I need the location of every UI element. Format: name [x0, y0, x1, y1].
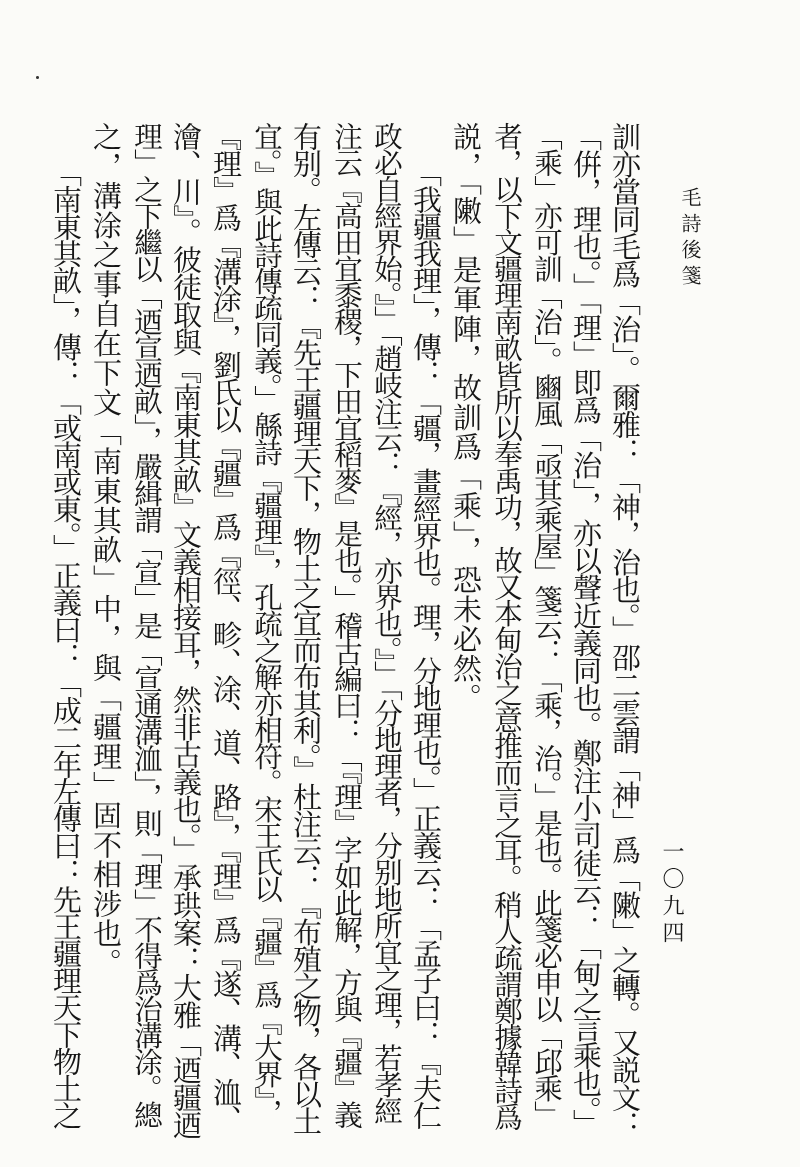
- running-head-title: 毛詩後箋: [678, 187, 702, 291]
- text-column: 有别。左傳云：『先王疆理天下，物土之宜而布其利。』杜注云：『布殖之物，各以土: [289, 122, 323, 1134]
- text-column: 「我疆我理」，傳：「疆，畫經界也。理，分地理也。」正義云：「孟子曰：『夫仁: [409, 158, 443, 1128]
- text-column: 「南東其畝」，傳：「或南或東。」正義曰：「成二年左傳曰：先王疆理天下物土之: [49, 158, 83, 1128]
- page-number: 一〇九四: [659, 840, 684, 948]
- text-column: 之，溝涂之事自在下文「南東其畝」中，與「疆理」固不相涉也。: [89, 122, 123, 978]
- text-column: 訓亦當同毛爲「治」。爾雅：「神，治也。」邵二雲謂「神」爲「敶」之轉。又説文：: [608, 122, 642, 1138]
- text-column: 「倂，理也。」「理」即爲「治」，亦以聲近義同也。鄭注小司徒云：「甸之言乘也。」: [569, 122, 603, 1137]
- text-column: 『理』爲『溝涂』，劉氏以『疆』爲『徑、畛、涂、道、路』，『理』爲『遂、溝、洫、: [209, 122, 243, 1132]
- text-column: 政必自經界始。』」「趙岐注云：『經，亦界也。』」「分地理者，分别地所宜之理，若孝經: [370, 122, 403, 1123]
- text-column: 宜。』與此詩傳疏同義。」緜詩『疆理』，孔疏之解亦相符。宋王氏以『疆』爲『大界』，: [250, 122, 283, 1125]
- text-column: 注云『高田宜黍稷，下田宜稻麥』是也。」稽古編曰：「『理』字如此解，方與『疆』義: [330, 122, 363, 1127]
- text-column: 説，「敶」是軍陣，故訓爲「乘」，恐未必然。: [449, 122, 483, 713]
- text-column: 理」之下繼以「迺宣迺畝」，嚴緝謂「宣」是「宣通溝洫」，則「理」不得爲治溝涂。總: [130, 122, 163, 1127]
- text-column: 者，以下文疆理南畝皆所以奉禹功，故又本甸治之意推而言之耳。稍人疏謂鄭據韓詩爲: [490, 122, 523, 1129]
- text-column: 「乘」亦可訓「治」。豳風「亟其乘屋」箋云：「乘，治。」是也。此箋必申以「邱乘」: [530, 122, 563, 1127]
- stray-ink-mark: [36, 76, 39, 79]
- text-column: 澮、川』。彼徒取與『南東其畝』文義相接耳，然非古義也。」承珙案：大雅「迺疆迺: [169, 122, 203, 1138]
